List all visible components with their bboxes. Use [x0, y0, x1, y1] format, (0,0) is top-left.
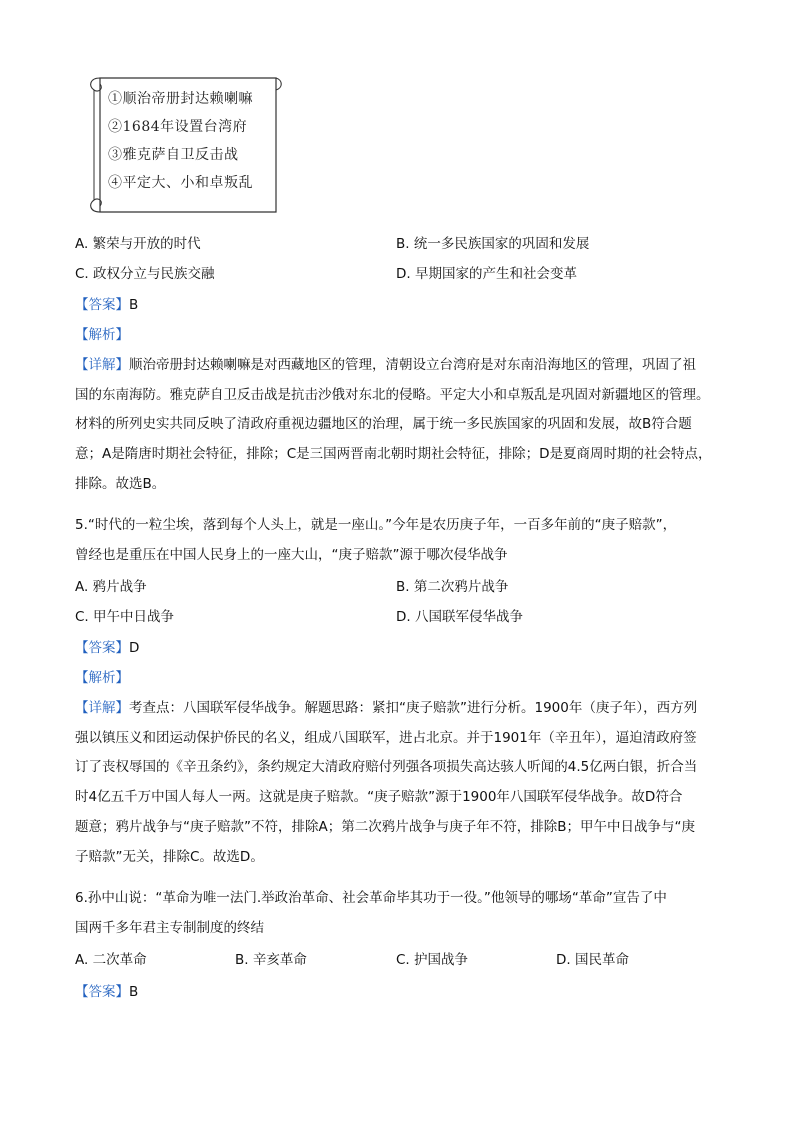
q5-analysis-tag: 【解析】	[75, 670, 129, 686]
q6-option-d: D. 国民革命	[556, 952, 629, 968]
answer-value: D	[129, 640, 140, 656]
q5-option-c: C. 甲午中日战争	[75, 609, 175, 625]
answer-value: B	[129, 297, 139, 313]
scroll-figure	[86, 72, 282, 218]
figure-item-4: ④平定大、小和卓叛乱	[108, 175, 253, 191]
q6-option-a: A. 二次革命	[75, 952, 147, 968]
q5-option-b: B. 第二次鸦片战争	[396, 579, 509, 595]
q6-stem-line-2: 国两千多年君主专制制度的终结	[75, 919, 264, 936]
q5-stem-line-1: 5.“时代的一粒尘埃，落到每个人头上，就是一座山。”今年是农历庚子年，一百多年前的“庚子赔款”，	[75, 517, 677, 533]
q4-detail-line-4: 意；A是隋唐时期社会特征，排除；C是三国两晋南北朝时期社会特征，排除；D是夏商周时期的社会特点，	[75, 446, 712, 463]
q6-stem	[75, 884, 723, 943]
q4-option-d: D. 早期国家的产生和社会变革	[396, 266, 577, 282]
q4-detail-line-5: 排除。故选B。	[75, 475, 166, 492]
q4-option-c: C. 政权分立与民族交融	[75, 266, 215, 282]
answer-tag: 【答案】	[75, 984, 129, 1000]
q5-stem-line-2: 曾经也是重压在中国人民身上的一座大山，“庚子赔款”源于哪次侵华战争	[75, 546, 508, 563]
q6-option-b: B. 辛亥革命	[235, 952, 307, 968]
q5-stem	[75, 511, 723, 570]
q5-option-a: A. 鸦片战争	[75, 579, 147, 595]
q4-option-a: A. 繁荣与开放的时代	[75, 236, 201, 252]
q6-option-c: C. 护国战争	[396, 952, 469, 968]
q4-detail-line-1: 【详解】顺治帝册封达赖喇嘛是对西藏地区的管理，清朝设立台湾府是对东南沿海地区的管理，巩固了祖	[75, 357, 696, 373]
q4-option-b: B. 统一多民族国家的巩固和发展	[396, 236, 590, 252]
detail-tag: 【详解】	[75, 700, 129, 716]
q5-answer	[75, 638, 139, 658]
q6-answer	[75, 982, 138, 1002]
q5-detail	[75, 694, 723, 872]
q5-detail-line-1: 【详解】考查点：八国联军侵华战争。解题思路：紧扣“庚子赔款”进行分析。1900年（庚子年），西方列	[75, 700, 698, 716]
q4-analysis-tag: 【解析】	[75, 327, 129, 343]
answer-tag: 【答案】	[75, 640, 129, 656]
figure-item-3: ③雅克萨自卫反击战	[108, 147, 239, 163]
q4-answer	[75, 295, 138, 315]
q5-detail-line-4: 时4亿五千万中国人每人一两。这就是庚子赔款。“庚子赔款”源于1900年八国联军侵华战争。故D符合	[75, 789, 683, 806]
q5-detail-line-2: 强以镇压义和团运动保护侨民的名义，组成八国联军，进占北京。并于1901年（辛丑年），逼迫清政府签	[75, 729, 697, 746]
q4-detail-line-3: 材料的所列史实共同反映了清政府重视边疆地区的治理，属于统一多民族国家的巩固和发展，故B符合题	[75, 416, 692, 433]
q4-detail	[75, 351, 723, 500]
answer-tag: 【答案】	[75, 297, 129, 313]
q5-detail-line-5: 题意；鸦片战争与“庚子赔款”不符，排除A；第二次鸦片战争与庚子年不符，排除B；甲午中日战争与“庚	[75, 818, 695, 835]
q5-detail-line-6: 子赔款”无关，排除C。故选D。	[75, 848, 264, 865]
figure-item-2: ②1684年设置台湾府	[108, 119, 248, 135]
q6-stem-line-1: 6.孙中山说：“革命为唯一法门.举政治革命、社会革命毕其功于一役。”他领导的哪场“革命”宣告了中	[75, 890, 667, 906]
figure-item-1: ①顺治帝册封达赖喇嘛	[108, 91, 253, 107]
q4-detail-line-2: 国的东南海防。雅克萨自卫反击战是抗击沙俄对东北的侵略。平定大小和卓叛乱是巩固对新疆地区的管理。	[75, 386, 710, 403]
q5-detail-line-3: 订了丧权辱国的《辛丑条约》，条约规定大清政府赔付列强各项损失高达骇人听闻的4.5亿两白银，折合当	[75, 759, 698, 776]
q5-option-d: D. 八国联军侵华战争	[396, 609, 523, 625]
answer-value: B	[129, 984, 139, 1000]
detail-tag: 【详解】	[75, 357, 129, 373]
